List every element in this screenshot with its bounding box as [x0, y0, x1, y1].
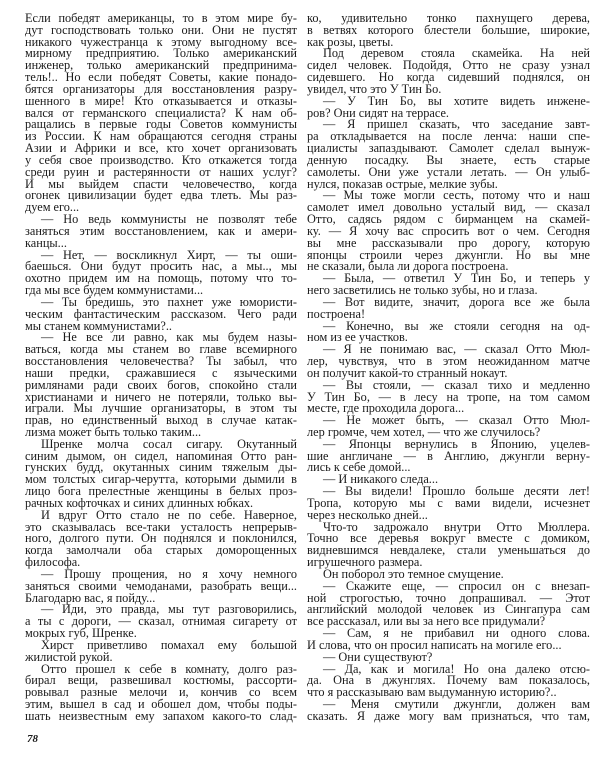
text-line: — Не может быть, — сказал Отто Мюл-	[323, 413, 590, 428]
text-line: ра откладывается на после ленча: наши спе-	[307, 129, 590, 144]
text-line: что я рассказываю вам выдуманную историю?..	[307, 685, 557, 700]
text-line: философа.	[25, 555, 81, 570]
text-line: заняться этим восстановлением, как и амери-	[25, 223, 297, 238]
text-line: видневшимся невдалеке, стали уменьшаться до	[307, 543, 590, 558]
text-line: — Не все ли равно, как мы будем назы-	[41, 330, 297, 345]
text-line: — Была, — ответил У Тин Бо, и теперь у	[323, 271, 590, 286]
text-line: — У Тин Бо, вы хотите видеть инжене-	[323, 93, 590, 108]
text-line: Азии и Африки и все, кто хочет организовать	[25, 141, 297, 156]
text-line: рачных кофточках и синих длинных юбках.	[25, 495, 254, 510]
text-line: дут господствовать только они. Они не пустят	[25, 22, 297, 37]
text-line: сидел человек. Подойдя, Отто не сразу узнал	[307, 58, 590, 73]
text-line: — Вы стояли, — сказал тихо и медленно	[323, 377, 590, 392]
text-line: канцы...	[25, 235, 67, 250]
text-line: — Нет, — воскликнул Хирт, — ты оши-	[41, 247, 297, 262]
text-line: заняться своими чемоданами, разобрать вещи...	[25, 578, 297, 593]
text-line: когда замолчали оба старых доморощенных	[25, 543, 297, 558]
text-line: ращались в первые годы Советов коммунисты	[25, 117, 297, 132]
text-line: он получит какой-то странный нокаут.	[307, 365, 508, 380]
text-line: Он поборол это темное смущение.	[323, 566, 504, 581]
text-line: — Мы тоже могли сесть, потому что и наш	[323, 188, 590, 203]
text-line: ко, удивительно тонко пахнущего дерева,	[307, 11, 590, 25]
text-line: в ветвях которого блестели большие, широкие,	[307, 22, 590, 37]
text-line: — Японцы вернулись в Японию, уцелев-	[323, 436, 590, 451]
text-line: ваться, когда мы станем во главе всемирного	[25, 342, 297, 357]
text-line: — Они существуют?	[323, 649, 433, 664]
text-line: лер, чувствуя, что в этом неожиданном матче	[307, 354, 590, 369]
text-line: лер громче, чем хотел, — что же случилось?	[307, 424, 541, 439]
text-line: все рассказал, или вы за него все придумали?	[307, 614, 546, 629]
text-line: Что-то задрожало внутри Отто Мюллера.	[323, 519, 590, 534]
text-line: синим дымом, он сидел, напоминая Отто ран-	[25, 448, 297, 463]
text-line: — Но ведь коммунисты не позволят тебе	[41, 212, 297, 227]
text-line: баешься. Они будут просить нас, а мы.., мы	[25, 259, 297, 274]
text-line: ном из ее участков.	[307, 330, 408, 345]
text-line: И вдруг Отто стало не по себе. Наверное,	[41, 507, 297, 522]
text-line: мирному предприятию. Только американский	[25, 46, 297, 61]
text-line: Под деревом стояла скамейка. На ней	[323, 46, 590, 61]
text-line: Отто, садясь рядом с бирманцем на скамей-	[307, 212, 590, 227]
text-line: увидел, что это У Тин Бо.	[307, 81, 442, 96]
text-line: — Скажите еще, — спросил он с внезап-	[323, 578, 590, 593]
text-line: самолеты. Они уже устали летать. — Он улыб-	[307, 164, 590, 179]
text-line: гда мы все будем коммунистами...	[25, 283, 204, 298]
text-line: восстановления человечества? Ты забыл, что	[25, 354, 297, 369]
text-line: денную посадку. Вы знаете, есть старые	[307, 152, 590, 167]
text-line: — Сам, я не прибавил ни одного слова.	[323, 626, 590, 641]
text-line: — Да, как и могила! Но она далеко отсю-	[323, 661, 590, 676]
text-line: лись к себе домой...	[307, 460, 411, 475]
text-line: как розы, цветы.	[307, 34, 394, 49]
text-line: Точно все деревья вокруг вместе с домиком,	[307, 531, 590, 546]
text-line: это сказывалась все-таки усталость непрерыв-	[25, 519, 297, 534]
text-line: — Конечно, вы же стояли сегодня на од-	[323, 318, 590, 333]
text-line: этим, вышел в сад и обошел дом, чтобы поды-	[25, 697, 297, 712]
text-line: Тропа, которую мы с вами видели, исчезнет	[307, 495, 590, 510]
text-line: бирал вещи, развешивал костюмы, рассорти-	[25, 673, 297, 688]
text-line: сказать. Я даже могу вам признаться, что там,	[307, 708, 590, 723]
text-line: — Ты бредишь, это пахнет уже юмористи-	[41, 294, 297, 309]
text-line: тель!.. Но если победят Советы, какие понадо-	[25, 70, 297, 85]
text-line: инженер, только американский предпринима-	[25, 58, 297, 73]
text-line: жилистой рукой.	[25, 649, 113, 664]
text-line: ной строгостью, точно допрашивал. — Этот	[307, 590, 590, 605]
text-line: дуем его...	[25, 200, 80, 215]
text-line: вы мне рассказывали про дорогу, которую	[307, 235, 590, 250]
right-text-column	[307, 13, 590, 723]
text-line: лицо бога прелестные женщины в белых проз-	[25, 484, 297, 499]
text-line: нулся, показав острые, мелкие зубы.	[307, 176, 498, 191]
text-line: циалисты запаздывают. Самолет сделал вынуж-	[307, 141, 590, 156]
text-line: И мы выйдем спасти человечество, когда	[25, 176, 297, 191]
text-line: японцы строили через джунгли. Но вы мне	[307, 247, 590, 262]
text-line: через несколько дней...	[307, 507, 428, 522]
text-line: — И никакого следа...	[323, 472, 439, 487]
text-line: — Меня смутили джунгли, должен вам	[323, 697, 590, 712]
text-line: лизма может быть только таким...	[25, 424, 202, 439]
text-line: да. Она в джунглях. Почему вам показалось,	[307, 673, 590, 688]
text-line: среди руин и растерянности от наших услуг?	[25, 164, 297, 179]
text-line: наши предки, сражавшиеся с языческими	[25, 365, 297, 380]
text-line: Шренке молча сосал сигару. Окутанный	[41, 436, 297, 451]
text-line: самолет имел довольно усталый вид, — сказал	[307, 200, 590, 215]
text-line: мом толстых сигар-черутта, которыми дымили в	[25, 472, 297, 487]
text-line: никакого чужестранца к этому выгодному все-	[25, 34, 297, 49]
text-line: из России. К нам обращаются сегодня страны	[25, 129, 297, 144]
text-line: Благодарю вас, я пойду...	[25, 590, 156, 605]
text-line: Хирст приветливо помахал ему большой	[41, 637, 297, 652]
text-line: не сказали, была ли дорога построена.	[307, 259, 509, 274]
text-line: шать неизвестным ему запахом какого-то слад-	[25, 708, 297, 723]
text-line: у себя свое производство. Кто откажется тогда	[25, 152, 297, 167]
text-line: — Иди, это правда, мы тут разговорились,	[41, 602, 297, 617]
text-line: бятся организаторы для восстановления разру-	[25, 81, 297, 96]
text-line: шенного в мире! Кто отказывается и отказы-	[25, 93, 297, 108]
text-line: — Я не понимаю вас, — сказал Отто Мюл-	[323, 342, 590, 357]
page-number: 78	[27, 733, 38, 745]
text-line: вался от германского специалиста? К нам об-	[25, 105, 297, 120]
text-line: ку. — Я хочу вас спросить вот о чем. Сегодня	[307, 223, 590, 238]
text-line: прав, но единственный выход в случае катак-	[25, 413, 297, 428]
text-line: римлянами ради своих богов, спокойно стали	[25, 377, 297, 392]
text-line: гунских будд, окутанных синим тяжелым ды-	[25, 460, 297, 475]
text-line: английский молодой человек из Сингапура сам	[307, 602, 590, 617]
text-line: построена!	[307, 306, 366, 321]
text-line: ров? Они сидят на террасе.	[307, 105, 449, 120]
text-line: христианами и ничего не потеряли, только вы-	[25, 389, 297, 404]
text-line: Если победят американцы, то в этом мире бу-	[25, 11, 297, 25]
text-line: ровывал разные мелочи и, кончив со всем	[25, 685, 297, 700]
text-line: И слова, что он просил написать на могиле его...	[307, 637, 562, 652]
text-line: а ты с дороги, — сказал, отнимая сигарету от	[25, 614, 297, 629]
text-line: охотно придем им на помощь, потому что то-	[25, 271, 297, 286]
text-line: Отто прошел к себе в комнату, долго раз-	[41, 661, 297, 676]
text-line: мокрых губ, Шренке.	[25, 626, 137, 641]
text-line: У Тин Бо, — в лесу на тропе, на том самом	[307, 389, 590, 404]
text-line: него засветились не только зубы, но и глаза.	[307, 283, 538, 298]
left-text-column	[25, 13, 297, 723]
text-line: игрушечного размера.	[307, 555, 423, 570]
text-line: — Вы видели! Прошло больше десяти лет!	[323, 484, 590, 499]
text-line: — Вот видите, значит, дорога все же была	[323, 294, 590, 309]
text-line: ного, долгого пути. Он поднялся и поклонился,	[25, 531, 297, 546]
text-line: играли. Мы лучшие организаторы, в этом ты	[25, 401, 297, 416]
text-line: огонек цивилизации будет едва тлеть. Мы раз-	[25, 188, 297, 203]
text-line: сидевшего. Но когда сидевший поднялся, он	[307, 70, 590, 85]
text-line: — Прошу прощения, но я хочу немного	[41, 566, 297, 581]
text-line: — Я пришел сказать, что заседание завт-	[323, 117, 590, 132]
text-line: шие англичане — в Англию, джунгли верну-	[307, 448, 590, 463]
text-line: месте, где проходила дорога...	[307, 401, 465, 416]
text-line: мы станем коммунистами?..	[25, 318, 172, 333]
text-line: ческим фантастическим рассказом. Чего ради	[25, 306, 297, 321]
